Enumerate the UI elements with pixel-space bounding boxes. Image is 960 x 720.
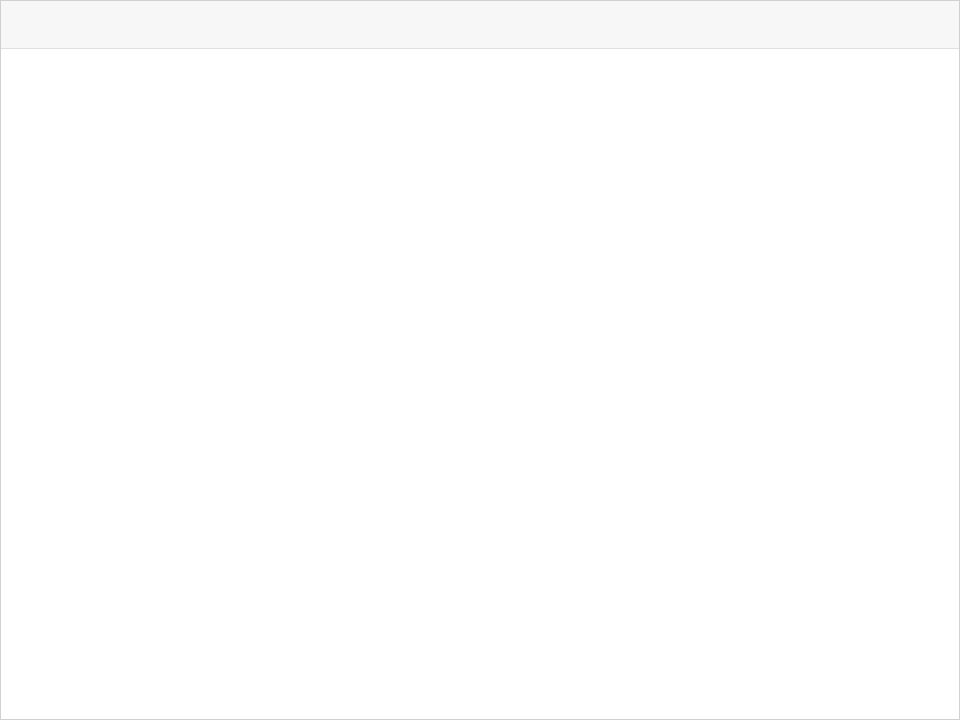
window-header (1, 1, 959, 49)
main-content (1, 49, 959, 719)
